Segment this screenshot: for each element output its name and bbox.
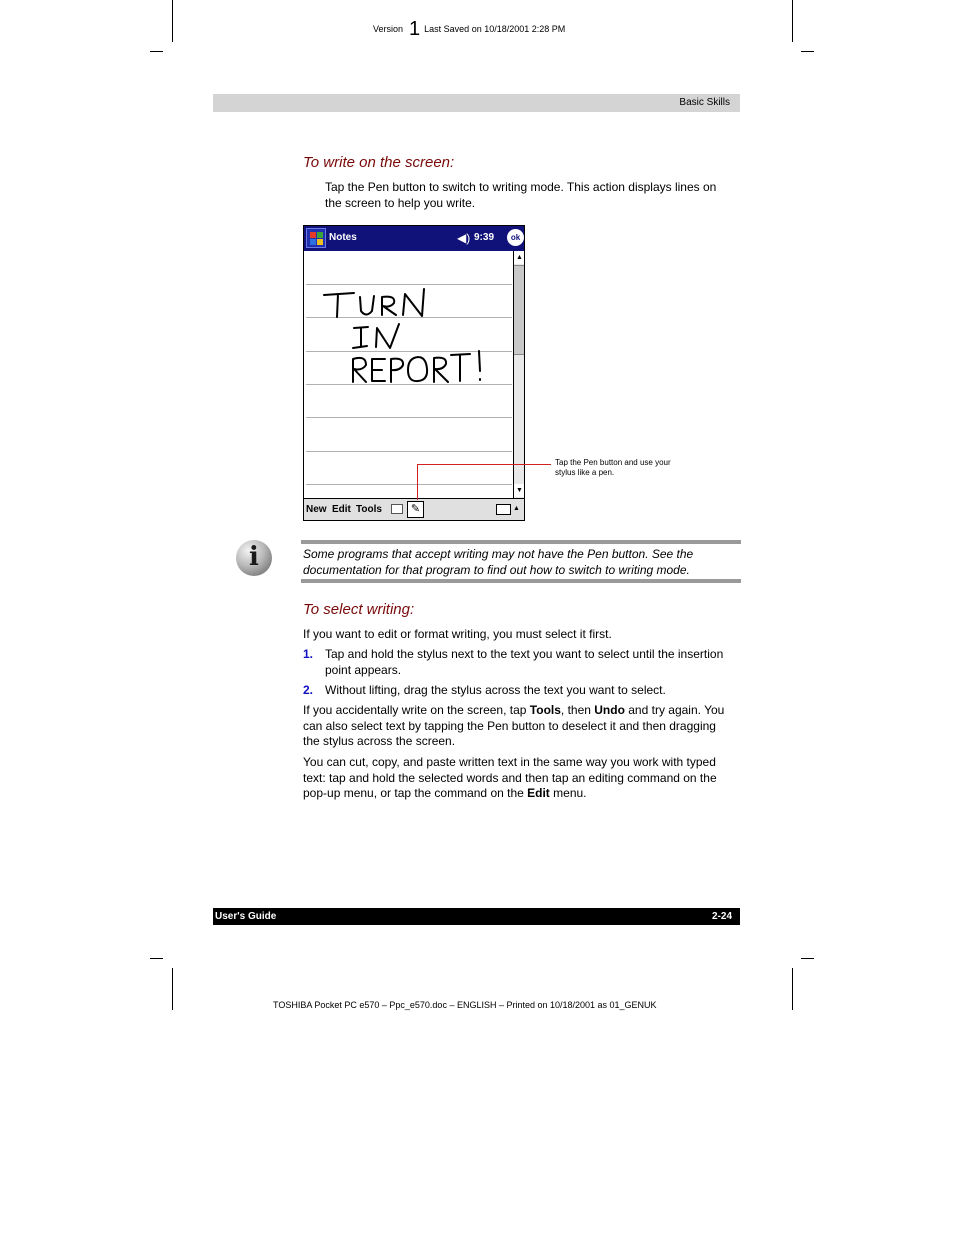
input-arrow-icon: ▲ bbox=[513, 505, 520, 512]
writing-area bbox=[304, 251, 512, 498]
tools-term: Tools bbox=[529, 703, 561, 717]
text-run: If you accidentally write on the screen, tap bbox=[303, 703, 530, 717]
scroll-down-icon: ▼ bbox=[514, 484, 525, 497]
navigation-bar bbox=[304, 226, 524, 251]
handwriting-ink bbox=[304, 251, 512, 498]
scrollbar bbox=[513, 251, 525, 498]
pocketpc-screenshot bbox=[303, 225, 525, 521]
crop-mark bbox=[172, 968, 173, 1010]
print-info: TOSHIBA Pocket PC e570 – Ppc_e570.doc – ENGLISH – Printed on 10/18/2001 as 01_GENUK bbox=[273, 1000, 657, 1010]
keyboard-icon bbox=[496, 504, 511, 515]
step-1-number: 1. bbox=[303, 647, 314, 661]
step-number bbox=[303, 683, 313, 699]
crop-mark bbox=[150, 958, 163, 959]
undo-term: Undo bbox=[594, 703, 625, 717]
clock: 9:39 bbox=[474, 232, 495, 243]
footer-bar bbox=[213, 908, 740, 925]
heading-select-writing: To select writing: bbox=[303, 601, 415, 618]
note-rule-bottom bbox=[301, 579, 741, 583]
heading-write-on-screen: To write on the screen: bbox=[303, 154, 455, 171]
paragraph-cut-copy-paste bbox=[303, 755, 735, 802]
scroll-thumb bbox=[514, 265, 525, 355]
version-number: 1 bbox=[409, 18, 421, 40]
step-1-text: Tap and hold the stylus next to the text you want to select until the insertion point appears. bbox=[325, 647, 724, 677]
callout-text: Tap the Pen button and use your stylus like a pen. bbox=[555, 458, 671, 477]
version-label: Version bbox=[373, 24, 404, 34]
last-saved: Last Saved on 10/18/2001 2:28 PM bbox=[424, 24, 566, 34]
crop-mark bbox=[150, 51, 163, 52]
menu-edit: Edit bbox=[332, 504, 351, 515]
crop-mark bbox=[792, 0, 793, 42]
text-run: menu. bbox=[549, 786, 587, 800]
recording-icon bbox=[391, 504, 403, 514]
crop-mark bbox=[801, 51, 814, 52]
page-number: 2-24 bbox=[711, 911, 732, 922]
step-2-number: 2. bbox=[303, 683, 314, 697]
crop-mark bbox=[172, 0, 173, 42]
step-2-text: Without lifting, drag the stylus across the text you want to select. bbox=[325, 683, 666, 697]
crop-mark bbox=[801, 958, 814, 959]
text-run: , then bbox=[560, 703, 595, 717]
speaker-icon: ◀) bbox=[457, 231, 471, 245]
version-line bbox=[373, 15, 565, 38]
footer-guide-title: User's Guide bbox=[215, 911, 277, 922]
section-title: Basic Skills bbox=[679, 97, 730, 108]
scroll-up-icon: ▲ bbox=[514, 251, 525, 264]
app-title: Notes bbox=[329, 232, 357, 243]
start-menu-icon bbox=[306, 228, 326, 248]
paragraph-undo bbox=[303, 703, 735, 750]
text-run: and try again. You can also select text by tapping the Pen button to deselect it and then dragging the stylus across the screen. bbox=[303, 703, 725, 748]
section-header-bar bbox=[213, 94, 740, 112]
edit-term: Edit bbox=[527, 786, 550, 800]
paragraph-pen-button: Tap the Pen button to switch to writing mode. This action displays lines on the screen to help you write. bbox=[325, 180, 717, 210]
callout-line bbox=[417, 464, 551, 465]
note-text: Some programs that accept writing may not have the Pen button. See the documentation for that program to find out how to switch to writing mode. bbox=[303, 547, 694, 577]
crop-mark bbox=[792, 968, 793, 1010]
info-icon: i bbox=[236, 540, 272, 576]
note-rule-top bbox=[301, 540, 741, 544]
pen-button-icon: ✎ bbox=[407, 501, 424, 518]
step-number bbox=[303, 647, 313, 663]
menu-tools: Tools bbox=[356, 504, 382, 515]
menu-new: New bbox=[306, 504, 327, 515]
command-bar bbox=[304, 498, 524, 521]
text-run: You can cut, copy, and paste written text in the same way you work with typed text: tap and hold the selected words and then tap an editing command on the pop-up menu, or tap the command on the bbox=[303, 755, 717, 800]
callout-line bbox=[417, 464, 418, 500]
paragraph-intro: If you want to edit or format writing, you must select it first. bbox=[303, 627, 612, 641]
ok-button: ok bbox=[507, 229, 524, 246]
